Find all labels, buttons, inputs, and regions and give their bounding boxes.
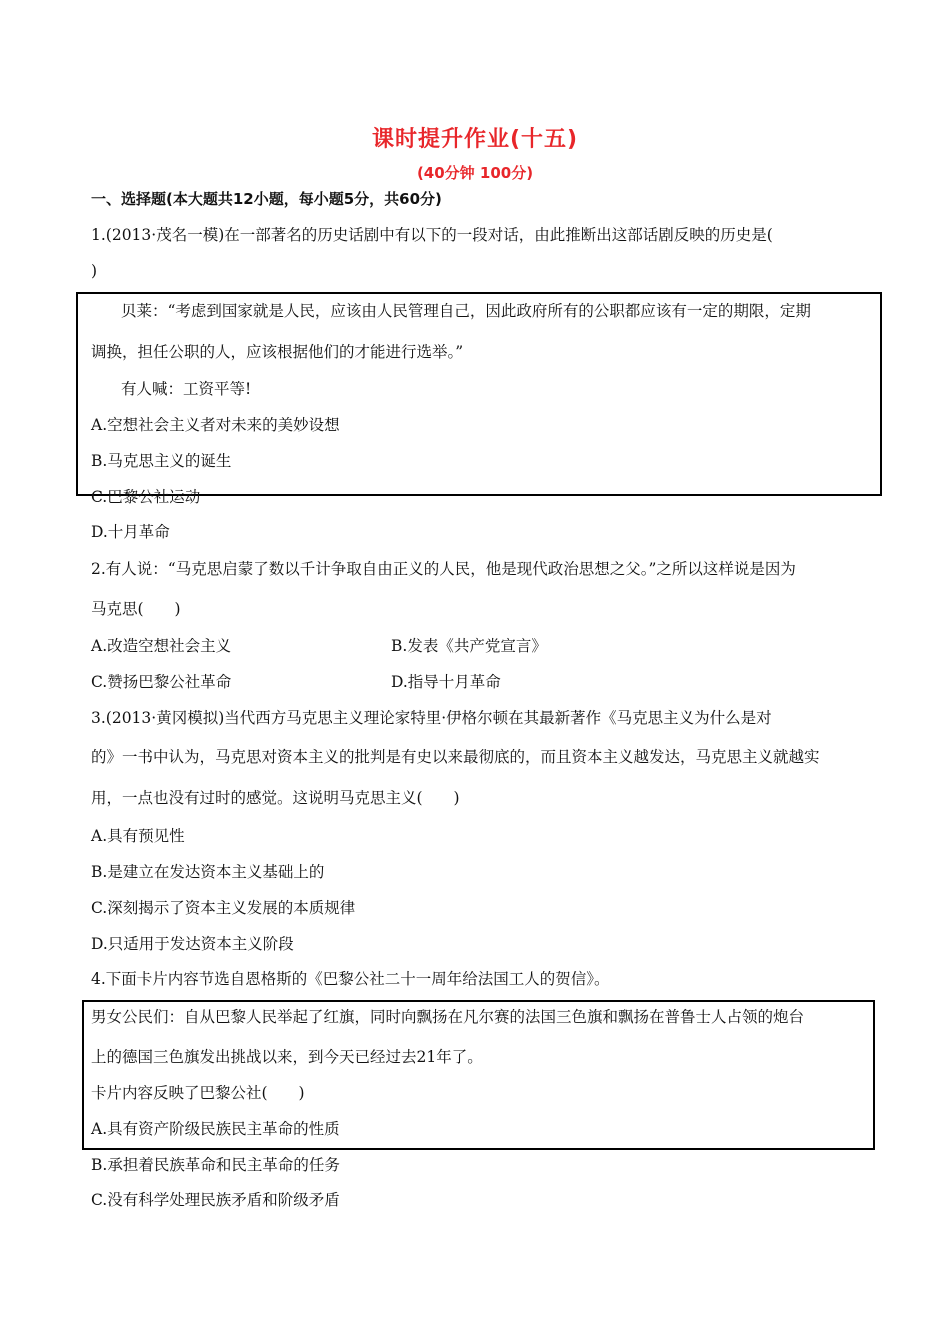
q1-material-line-2: 调换，担任公职的人，应该根据他们的才能进行选举。” — [91, 343, 464, 361]
q4-option-a[interactable]: A.具有资产阶级民族民主革命的性质 — [91, 1120, 340, 1138]
q3-stem-line-1: 3.(2013·黄冈模拟)当代西方马克思主义理论家特里·伊格尔顿在其最新著作《马克思主义为什么是对 — [91, 709, 772, 727]
q1-option-b[interactable]: B.马克思主义的诞生 — [91, 452, 232, 470]
q4-stem-line-1: 4.下面卡片内容节选自恩格斯的《巴黎公社二十一周年给法国工人的贺信》。 — [91, 970, 610, 988]
section-heading: 一、选择题(本大题共12小题，每小题5分，共60分) — [91, 190, 442, 208]
q4-card-line-2: 上的德国三色旗发出挑战以来，到今天已经过去21年了。 — [91, 1048, 483, 1066]
q3-option-a[interactable]: A.具有预见性 — [91, 827, 185, 845]
q2-option-c[interactable]: C.赞扬巴黎公社革命 — [91, 673, 232, 691]
q2-option-b[interactable]: B.发表《共产党宣言》 — [391, 637, 547, 655]
q4-card-line-1: 男女公民们：自从巴黎人民举起了红旗，同时向飘扬在凡尔赛的法国三色旗和飘扬在普鲁士人占领的炮台 — [91, 1008, 805, 1026]
q2-stem-line-1: 2.有人说：“马克思启蒙了数以千计争取自由正义的人民，他是现代政治思想之父。”之所以这样说是因为 — [91, 560, 796, 578]
q3-option-d[interactable]: D.只适用于发达资本主义阶段 — [91, 935, 294, 953]
q4-option-b[interactable]: B.承担着民族革命和民主革命的任务 — [91, 1156, 340, 1174]
q1-option-d[interactable]: D.十月革命 — [91, 523, 170, 541]
q4-option-c[interactable]: C.没有科学处理民族矛盾和阶级矛盾 — [91, 1191, 340, 1209]
q1-material-line-3: 有人喊：工资平等! — [121, 380, 252, 398]
q3-stem-line-3: 用，一点也没有过时的感觉。这说明马克思主义( ) — [91, 789, 460, 807]
q3-stem-line-2: 的》一书中认为，马克思对资本主义的批判是有史以来最彻底的，而且资本主义越发达，马克思主义就越实 — [91, 748, 820, 766]
q1-option-c[interactable]: C.巴黎公社运动 — [91, 488, 201, 506]
q3-option-c[interactable]: C.深刻揭示了资本主义发展的本质规律 — [91, 899, 356, 917]
q2-stem-line-2: 马克思( ) — [91, 600, 181, 618]
q1-material-line-1: 贝莱：“考虑到国家就是人民，应该由人民管理自己，因此政府所有的公职都应该有一定的期限，定期 — [121, 302, 811, 320]
page-title: 课时提升作业(十五) — [371, 127, 579, 152]
q4-card-line-3: 卡片内容反映了巴黎公社( ) — [91, 1084, 305, 1102]
q1-stem-line-1: 1.(2013·茂名一模)在一部著名的历史话剧中有以下的一段对话，由此推断出这部话剧反映的历史是( — [91, 226, 773, 244]
q2-option-a[interactable]: A.改造空想社会主义 — [91, 637, 232, 655]
time-score-subtitle: (40分钟 100分) — [416, 164, 534, 182]
q1-option-a[interactable]: A.空想社会主义者对未来的美妙设想 — [91, 416, 340, 434]
q3-option-b[interactable]: B.是建立在发达资本主义基础上的 — [91, 863, 325, 881]
q2-option-d[interactable]: D.指导十月革命 — [391, 673, 501, 691]
q1-stem-line-2: ) — [91, 262, 98, 280]
